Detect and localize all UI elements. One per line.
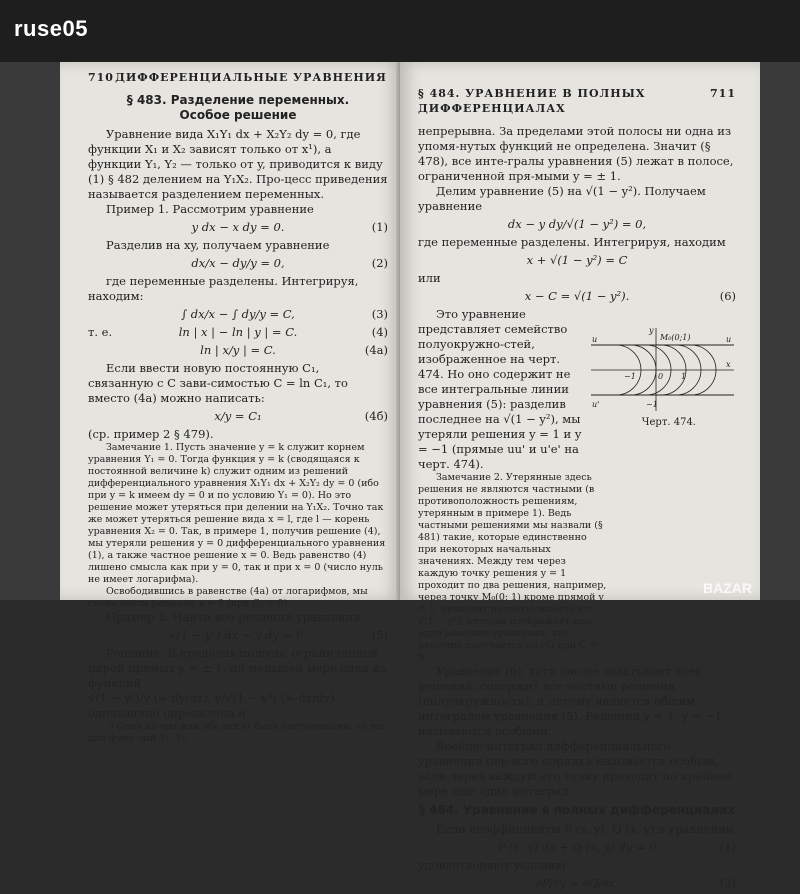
equation-6: √(1 − y²)/y (= dy/dx), y/√(1 − y²) (= dx/dy) однозначно определена и bbox=[88, 691, 335, 720]
top-bar bbox=[0, 0, 800, 62]
right-running-title: § 484. УРАВНЕНИЕ В ПОЛНЫХ ДИФФЕРЕНЦИАЛАХ bbox=[418, 87, 646, 115]
watermark: ruse05 bbox=[14, 16, 88, 41]
equation-2: dx/x − dy/y = 0, (2) bbox=[191, 256, 388, 270]
section-483-title: § 483. Разделение переменных. bbox=[126, 93, 350, 107]
paragraph: Уравнение вида X₁Y₁ dx + X₂Y₂ dy = 0, где функции X₁ и X₂ зависят только от x¹), а функции Y₁, Y₂ — только от y, приводится к виду (1) § 482 делением на Y₁X₂. Про-цесс приведения называется разделением переменных. bbox=[88, 127, 388, 201]
paragraph: где переменные разделены. Интегрируя, находим: bbox=[88, 274, 359, 303]
equation-484-1: P (x, y) dx + Q (x, y) dy = 0 (1) bbox=[497, 840, 736, 854]
equation: x + √(1 − y²) = C bbox=[526, 253, 628, 267]
equation: dx − y dy/√(1 − y²) = 0, bbox=[507, 217, 647, 231]
paragraph: где переменные разделены. Интегрируя, находим bbox=[418, 235, 726, 249]
section-483-subtitle: Особое решение bbox=[179, 108, 297, 122]
paragraph: Это уравнение представляет семейство полуокружно-стей, изображенное на черт. 474. Но оно содержит не все интегральные линии уравнения (5): разделив последнее на √(1 − y²), мы утеряли решения y = 1 и y = −1 (прямые uu' и u'e' на черт. 474). bbox=[418, 307, 582, 471]
equation-4: т. е. ln | x | − ln | y | = C. (4) bbox=[88, 325, 388, 339]
paragraph: (ср. пример 2 § 479). bbox=[88, 427, 214, 441]
section-484-title: § 484. Уравнение в полных дифференциалах bbox=[418, 803, 736, 817]
left-running-title: ДИФФЕРЕНЦИАЛЬНЫЕ УРАВНЕНИЯ bbox=[115, 71, 387, 84]
bazar-logo: BAZAR bbox=[703, 580, 752, 596]
figure-label: u bbox=[726, 335, 732, 344]
figure-label: −1 bbox=[624, 372, 636, 381]
paragraph: непрерывна. За пределами этой полосы ни одна из упомя-нутых функций не определена. Значит (§ 478), все инте-гралы уравнения (5) лежат в полосе, ограниченной пря-мыми y = ± 1. bbox=[418, 124, 734, 183]
paragraph: Если ввести новую постоянную C₁, связанную с C зави-симостью C = ln C₁, то вместо (4а) можно написать: bbox=[88, 361, 348, 405]
equation-6: x − C = √(1 − y²). (6) bbox=[524, 289, 736, 303]
paragraph: Делим уравнение (5) на √(1 − y²). Получаем уравнение bbox=[418, 184, 706, 213]
figure-label: M₀(0;1) bbox=[660, 333, 691, 342]
figure-caption: Черт. 474. bbox=[641, 417, 696, 428]
equation-1: y dx − x dy = 0. (1) bbox=[191, 220, 388, 234]
figure-label: 0 bbox=[658, 372, 664, 381]
right-page-number: 711 bbox=[710, 87, 736, 100]
left-page-number: 710 bbox=[88, 71, 114, 84]
figure-label: y bbox=[649, 326, 654, 335]
paragraph: Разделив на xy, получаем уравнение bbox=[106, 238, 330, 252]
paragraph: Решение. В пределах полосы, ограниченной парой прямых y = ± 1, по меньшей мере одна из функций bbox=[88, 646, 387, 690]
paragraph: удовлетворяют условию bbox=[418, 858, 566, 872]
figure-label: 1 bbox=[681, 372, 687, 381]
right-background bbox=[760, 62, 800, 600]
figure-474 bbox=[586, 323, 736, 413]
example-heading: Пример 2. Найти все решения уравнения bbox=[106, 610, 361, 624]
equation-484-2: ∂P/∂y = ∂Q/∂x, (2) bbox=[535, 876, 736, 890]
left-page bbox=[60, 62, 400, 744]
example-heading: Пример 1. Рассмотрим уравнение bbox=[106, 202, 314, 216]
paragraph: Уравнение (6), хотя оно не охватывает всех решений, содержит все частные решения (полуокружности), и потому является общим интегралом уравнения (5). Решения y = 1, y = −1 называются особыми. bbox=[418, 664, 723, 738]
equation-3: ∫ dx/x − ∫ dy/y = C, (3) bbox=[181, 307, 388, 321]
figure-label: u bbox=[592, 335, 598, 344]
paragraph: Если коэффициенты P (x, y), Q (x, y) в уравнении bbox=[436, 822, 734, 836]
right-running-head bbox=[418, 86, 736, 116]
figure-label: u' bbox=[592, 400, 600, 409]
equation-4b: x/y = C₁ (4б) bbox=[214, 409, 388, 423]
remark-1: Замечание 1. Пусть значение y = k служит корнем уравнения Y₁ = 0. Тогда функция y = k (сводящаяся к постоянной величине k) служит одним из решений дифференциального уравнения X₁Y₁ dx + X₂Y₂ dy = 0 (ибо при y = k имеем dy = 0 и по условию Y₁ = 0). Но это решение может утеряться при делении на Y₁X₂. Точно так же может утеряться решение вида x = l, где l — корень уравнения X₂ = 0. Так, в примере 1, получив решение (4), мы утеряли решения y = 0 дифференциального уравнения (1), а также частное решение x = 0. Ведь равенство (4) лишено смысла как при y = 0, так и при x = 0 (число нуль не имеет логарифма). bbox=[88, 442, 386, 585]
remark-1-cont: Освободившись в равенстве (4а) от логарифмов, мы снова ввели решение x = 0 (при C₁ = 0). bbox=[88, 586, 368, 609]
paragraph: Вообще интеграл дифференциального уравнения пер-вого порядка называется особым, если через каждую его точку проходит по крайней мере еще один интеграл. bbox=[418, 739, 732, 798]
right-page bbox=[400, 62, 760, 890]
equation-4a: ln | x/y | = C. (4a) bbox=[200, 343, 388, 357]
figure-label: x bbox=[726, 360, 731, 369]
figure-label: −1 bbox=[646, 400, 658, 409]
left-running-head bbox=[88, 70, 388, 85]
remark-2: Замечание 2. Утерянные здесь решения не являются частными (в противоположность решениям, утерянным в примере 1). Ведь частными решениями мы назвали (§ 481) такие, которые единственно при некоторых начальных значениях. Между тем через каждую точку решения y = 1 проходит по два решения, например, через точку M₀(0; 1) кроме прямой y = 1, проходит полуокружность x = √(1 − y²), которая изображает еще одно решение уравнения; это решение получается из (6) при C = 0. bbox=[418, 472, 607, 663]
paragraph: или bbox=[418, 271, 441, 285]
equation-5: √(1 − y²) dx − y dy = 0. (5) bbox=[168, 628, 388, 642]
left-background bbox=[0, 62, 60, 600]
footnote: ¹) Одна из них или обе могут быть постоянными; то же для функ-ций Y₁, Y₂. bbox=[88, 721, 385, 744]
